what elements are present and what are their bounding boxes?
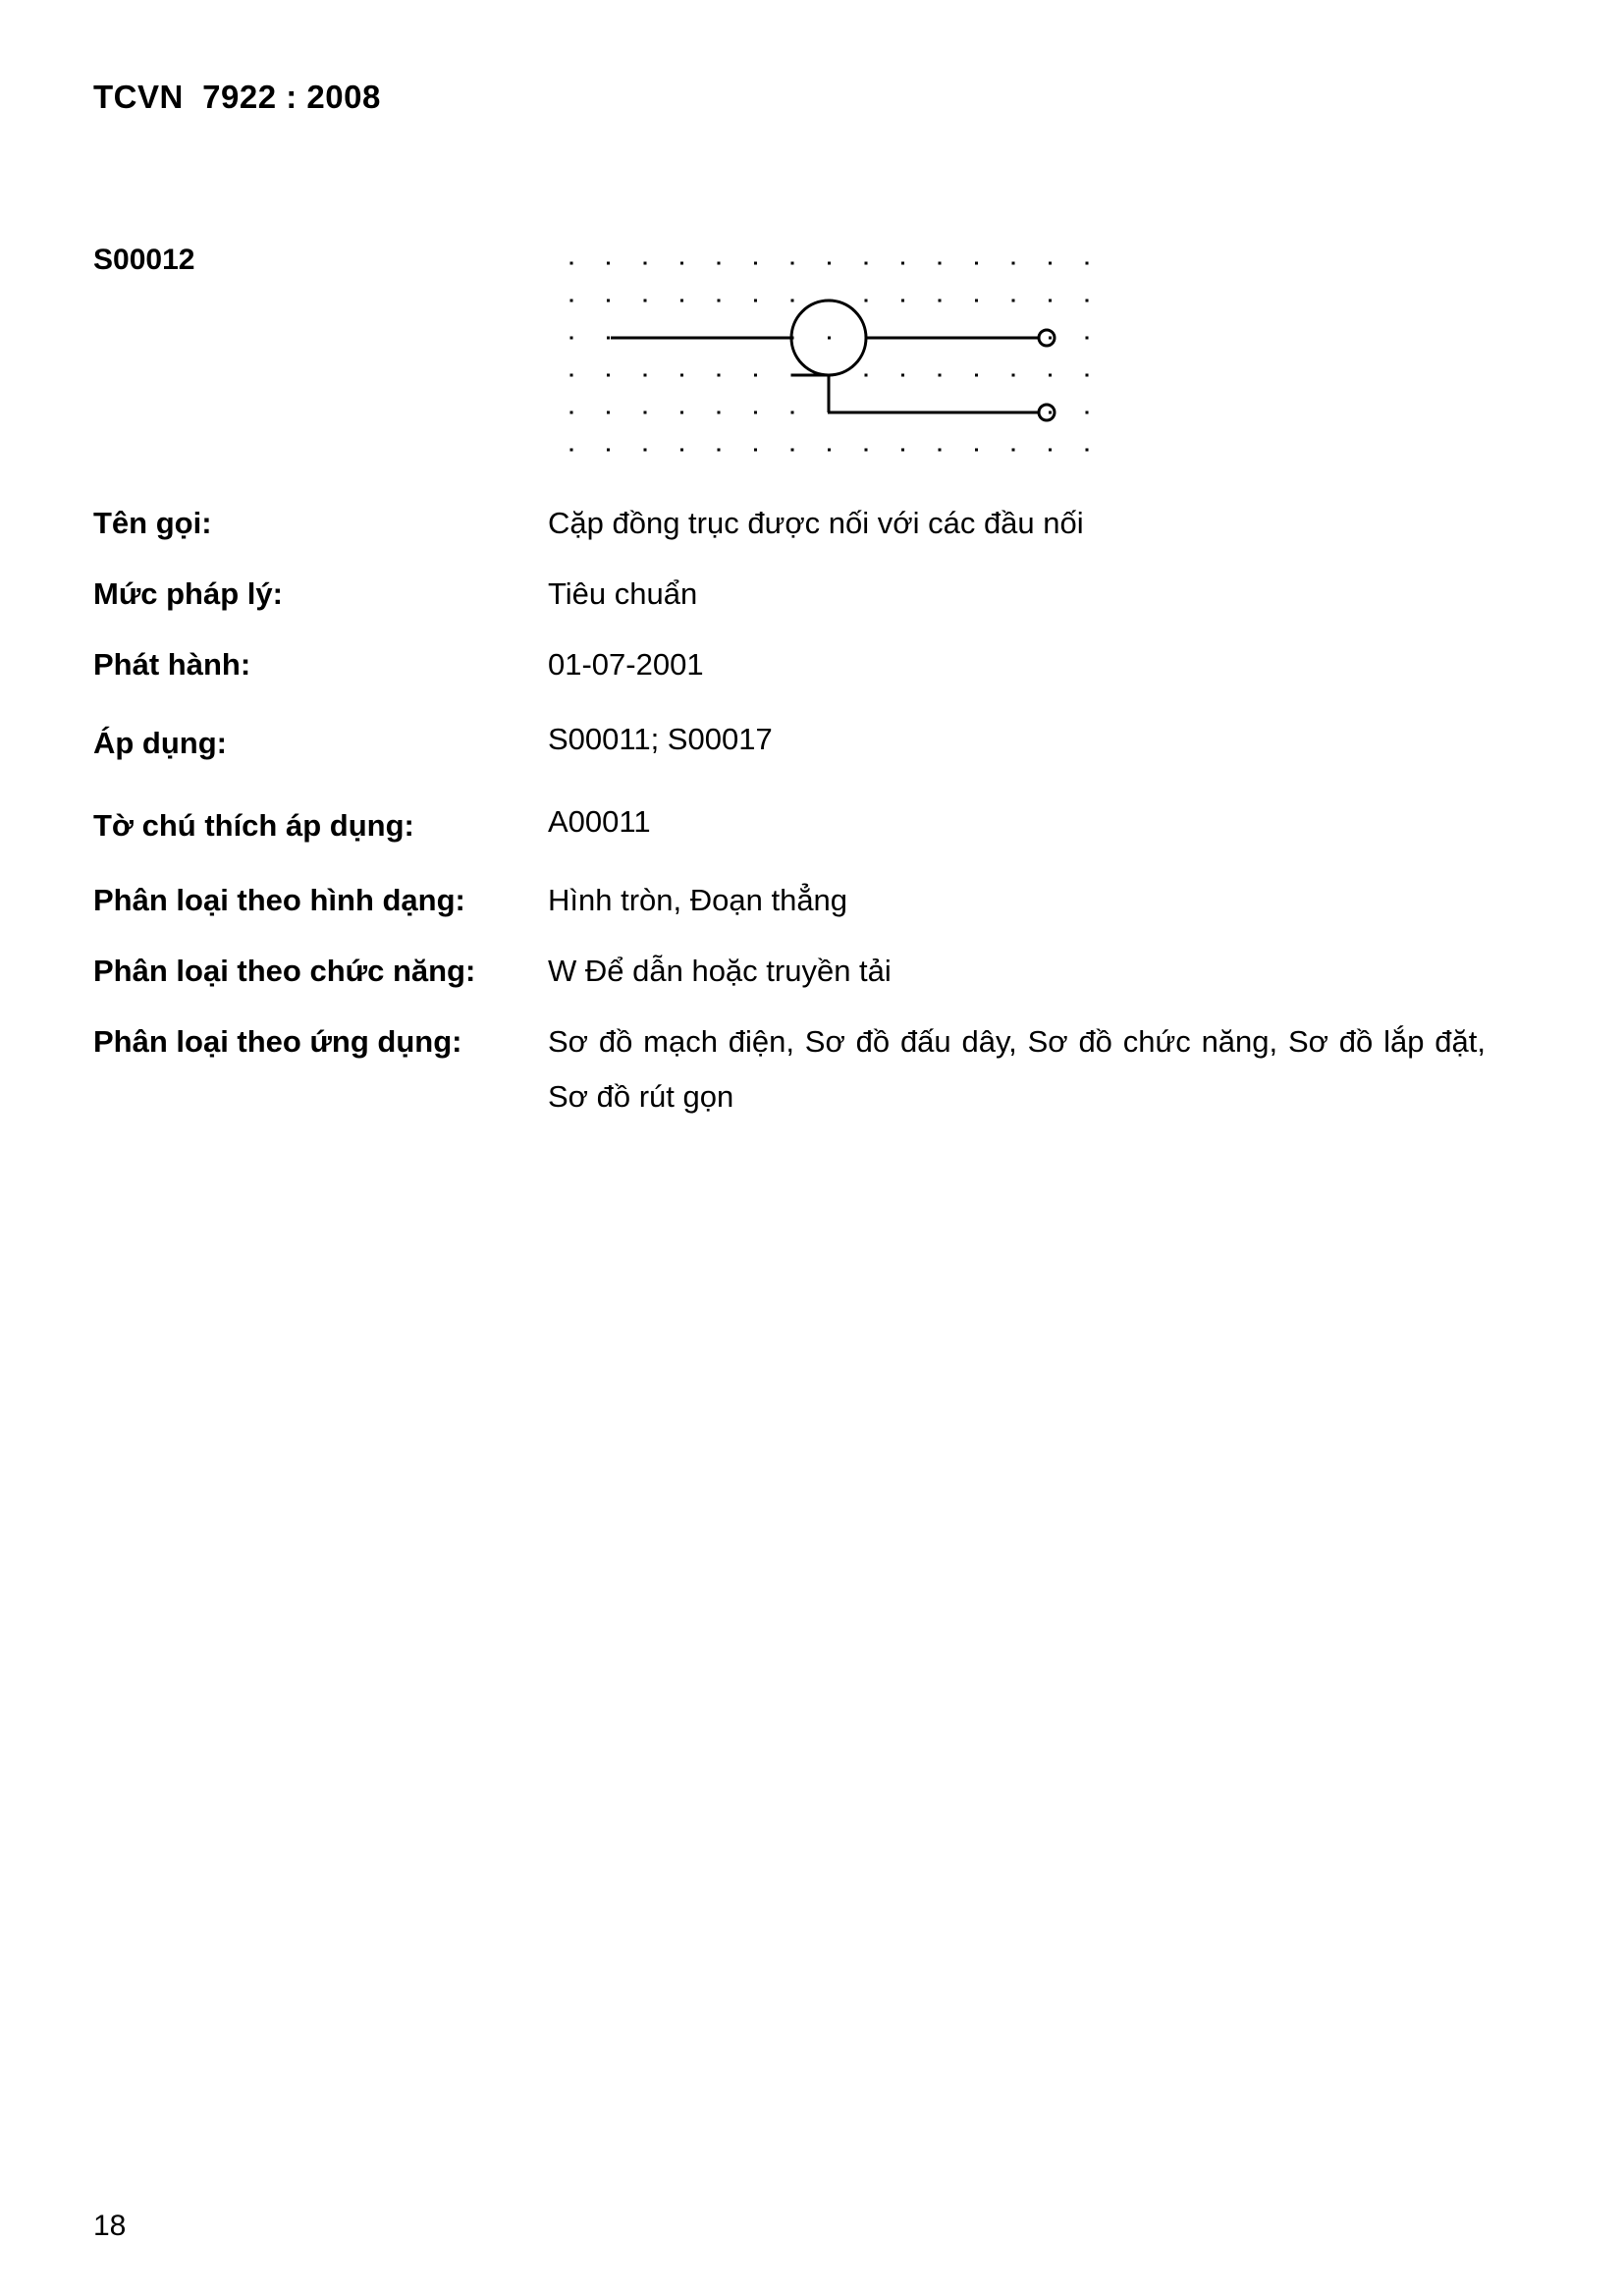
grid-dot xyxy=(865,262,868,265)
grid-dot xyxy=(1012,449,1015,452)
field-value xyxy=(548,1014,1527,1124)
grid-dot xyxy=(939,374,942,377)
grid-dot xyxy=(975,300,978,302)
grid-dot xyxy=(607,300,610,302)
grid-dot xyxy=(680,262,683,265)
grid-dots xyxy=(570,262,1089,452)
grid-dot xyxy=(791,262,794,265)
grid-dot xyxy=(718,449,721,452)
symbol-code: S00012 xyxy=(93,244,195,276)
grid-dot xyxy=(718,262,721,265)
field-label: Áp dụng: xyxy=(93,726,228,760)
symbol-lines xyxy=(611,301,1055,420)
terminal-bottom xyxy=(1039,405,1055,420)
grid-dot xyxy=(680,300,683,302)
grid-dot xyxy=(975,374,978,377)
grid-dot xyxy=(570,300,573,302)
grid-dot xyxy=(644,262,647,265)
field-label: Tên gọi: xyxy=(93,506,212,540)
field-row-annotation-sheet xyxy=(93,794,1527,857)
grid-dot xyxy=(865,449,868,452)
field-label: Tờ chú thích áp dụng: xyxy=(93,808,414,843)
terminal-top xyxy=(1039,330,1055,346)
grid-dot xyxy=(607,374,610,377)
field-value: Tiêu chuẩn xyxy=(548,576,698,611)
field-value: S00011; S00017 xyxy=(548,722,773,756)
grid-dot xyxy=(939,262,942,265)
grid-dot xyxy=(644,411,647,414)
field-row-function-class xyxy=(93,944,1527,999)
grid-dot xyxy=(1049,262,1052,265)
grid-dot xyxy=(1049,449,1052,452)
grid-dot xyxy=(901,449,904,452)
field-label: Phát hành: xyxy=(93,647,251,682)
grid-dot xyxy=(1086,262,1089,265)
grid-dot xyxy=(1086,300,1089,302)
grid-dot xyxy=(718,411,721,414)
grid-dot xyxy=(754,374,757,377)
grid-dot xyxy=(680,411,683,414)
grid-dot xyxy=(607,411,610,414)
grid-dot xyxy=(754,411,757,414)
grid-dot xyxy=(901,300,904,302)
grid-dot xyxy=(828,262,831,265)
field-value: Cặp đồng trục được nối với các đầu nối xyxy=(548,506,1084,540)
grid-dot xyxy=(791,411,794,414)
grid-dot xyxy=(1012,262,1015,265)
grid-dot xyxy=(644,300,647,302)
grid-dot xyxy=(901,262,904,265)
grid-dot xyxy=(754,262,757,265)
field-list xyxy=(93,496,1527,1158)
grid-dot xyxy=(1086,411,1089,414)
field-row-applies xyxy=(93,712,1527,775)
grid-dot xyxy=(791,300,794,302)
coaxial-pair-symbol xyxy=(560,253,1090,460)
grid-dot xyxy=(939,300,942,302)
grid-dot xyxy=(865,374,868,377)
field-value: W Để dẫn hoặc truyền tải xyxy=(548,954,892,988)
field-value: 01-07-2001 xyxy=(548,647,704,682)
grid-dot xyxy=(754,449,757,452)
grid-dot xyxy=(1012,374,1015,377)
grid-dot xyxy=(680,449,683,452)
grid-dot xyxy=(570,411,573,414)
field-row-issued xyxy=(93,637,1527,692)
field-value-line: Sơ đồ mạch điện, Sơ đồ đấu dây, Sơ đồ chức năng, Sơ đồ lắp đặt, xyxy=(548,1024,1486,1059)
grid-dot xyxy=(680,374,683,377)
field-value-line: Sơ đồ rút gọn xyxy=(548,1079,734,1114)
field-row-application-class xyxy=(93,1014,1527,1124)
field-label: Phân loại theo hình dạng: xyxy=(93,883,465,917)
grid-dot xyxy=(975,262,978,265)
grid-dot xyxy=(939,449,942,452)
grid-dot xyxy=(1012,300,1015,302)
grid-dot xyxy=(570,449,573,452)
grid-dot xyxy=(1049,411,1052,414)
field-row-shape-class xyxy=(93,873,1527,928)
grid-dot xyxy=(718,374,721,377)
grid-dot xyxy=(570,262,573,265)
grid-dot xyxy=(570,337,573,340)
grid-dot xyxy=(570,374,573,377)
grid-dot xyxy=(1086,374,1089,377)
grid-dot xyxy=(644,374,647,377)
grid-dot xyxy=(718,300,721,302)
grid-dot xyxy=(607,337,610,340)
grid-dot xyxy=(1086,337,1089,340)
field-value: Hình tròn, Đoạn thẳng xyxy=(548,883,848,917)
field-label: Phân loại theo ứng dụng: xyxy=(93,1024,462,1059)
grid-dot xyxy=(1049,374,1052,377)
grid-dot xyxy=(607,262,610,265)
page-number: 18 xyxy=(93,2210,127,2242)
grid-dot xyxy=(1086,449,1089,452)
grid-dot xyxy=(901,374,904,377)
grid-dot xyxy=(754,300,757,302)
grid-dot xyxy=(975,449,978,452)
grid-dot xyxy=(607,449,610,452)
grid-dot xyxy=(828,449,831,452)
field-label: Phân loại theo chức năng: xyxy=(93,954,476,988)
grid-dot xyxy=(828,337,831,340)
document-header: TCVN 7922 : 2008 xyxy=(93,79,381,115)
grid-dot xyxy=(791,449,794,452)
grid-dot xyxy=(1049,337,1052,340)
field-value: A00011 xyxy=(548,804,651,839)
field-label: Mức pháp lý: xyxy=(93,576,283,611)
grid-dot xyxy=(1049,300,1052,302)
field-row-legal-level xyxy=(93,567,1527,622)
field-row-name xyxy=(93,496,1527,551)
grid-dot xyxy=(644,449,647,452)
grid-dot xyxy=(865,300,868,302)
